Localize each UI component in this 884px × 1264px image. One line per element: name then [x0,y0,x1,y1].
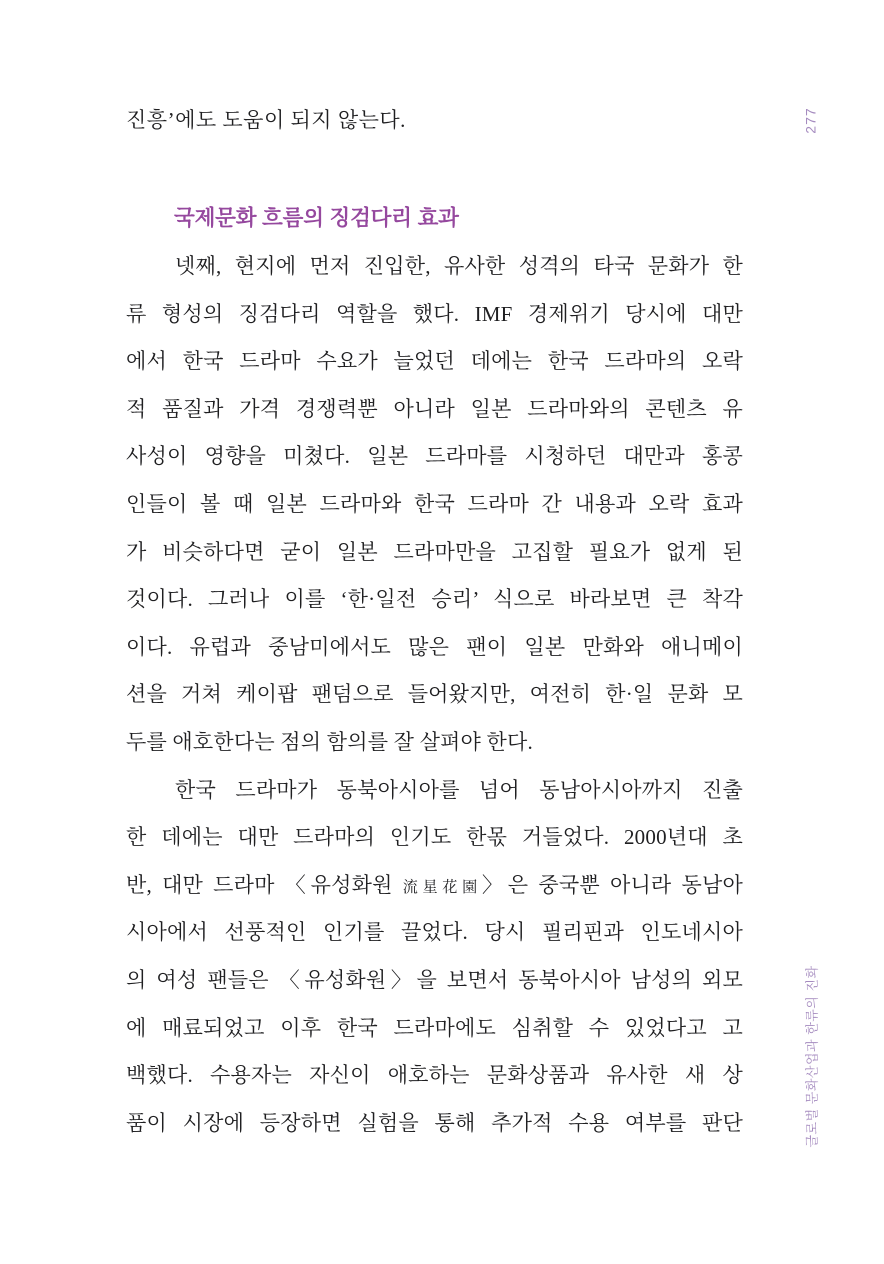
text-line: 인들이 볼 때 일본 드라마와 한국 드라마 간 내용과 오락 효과 [126,491,743,516]
text-line: 가 비슷하다면 굳이 일본 드라마만을 고집할 필요가 없게 된 [126,539,743,564]
hanja-annotation: 流星花園 [402,879,482,896]
text-line: 사성이 영향을 미쳤다. 일본 드라마를 시청하던 대만과 홍콩 [126,444,743,469]
text-line: 한 데에는 대만 드라마의 인기도 한몫 거들었다. 2000년대 초 [126,825,743,850]
text-line: 백했다. 수용자는 자신이 애호하는 문화상품과 유사한 새 상 [126,1063,743,1088]
running-head-caption: 글로벌 문화산업과 한류의 진화 [804,965,820,1148]
text-line: 것이다. 그러나 이를 ‘한·일전 승리’ 식으로 바라보면 큰 착각 [126,587,743,612]
text-line: 션을 거쳐 케이팝 팬덤으로 들어왔지만, 여전히 한·일 문화 모 [126,682,743,707]
carryover-sentence: 진흥’에도 도움이 되지 않는다. [126,108,406,132]
section-heading: 국제문화 흐름의 징검다리 효과 [174,206,459,230]
text-line: 이다. 유럽과 중남미에서도 많은 팬이 일본 만화와 애니메이 [126,634,743,659]
text-line: 한국 드라마가 동북아시아를 넘어 동남아시아까지 진출 [175,777,743,802]
body-text [126,243,743,1147]
text-line: 적 품질과 가격 경쟁력뿐 아니라 일본 드라마와의 콘텐츠 유 [126,396,743,421]
text-line: 에 매료되었고 이후 한국 드라마에도 심취할 수 있었다고 고 [126,1015,743,1040]
page-number: 277 [802,107,819,134]
text-line: 반, 대만 드라마 〈유성화원 流星花園〉은 중국뿐 아니라 동남아 [126,872,743,897]
text-line: 의 여성 팬들은 〈유성화원〉을 보면서 동북아시아 남성의 외모 [126,967,743,992]
text-line: 시아에서 선풍적인 인기를 끌었다. 당시 필리핀과 인도네시아 [126,920,743,945]
text-line: 류 형성의 징검다리 역할을 했다. IMF 경제위기 당시에 대만 [126,301,743,326]
text-line: 에서 한국 드라마 수요가 늘었던 데에는 한국 드라마의 오락 [126,349,743,374]
text-line: 두를 애호한다는 점의 함의를 잘 살펴야 한다. [126,729,533,754]
text-line: 넷째, 현지에 먼저 진입한, 유사한 성격의 타국 문화가 한 [175,254,743,278]
text-line: 품이 시장에 등장하면 실험을 통해 추가적 수용 여부를 판단 [126,1110,743,1135]
